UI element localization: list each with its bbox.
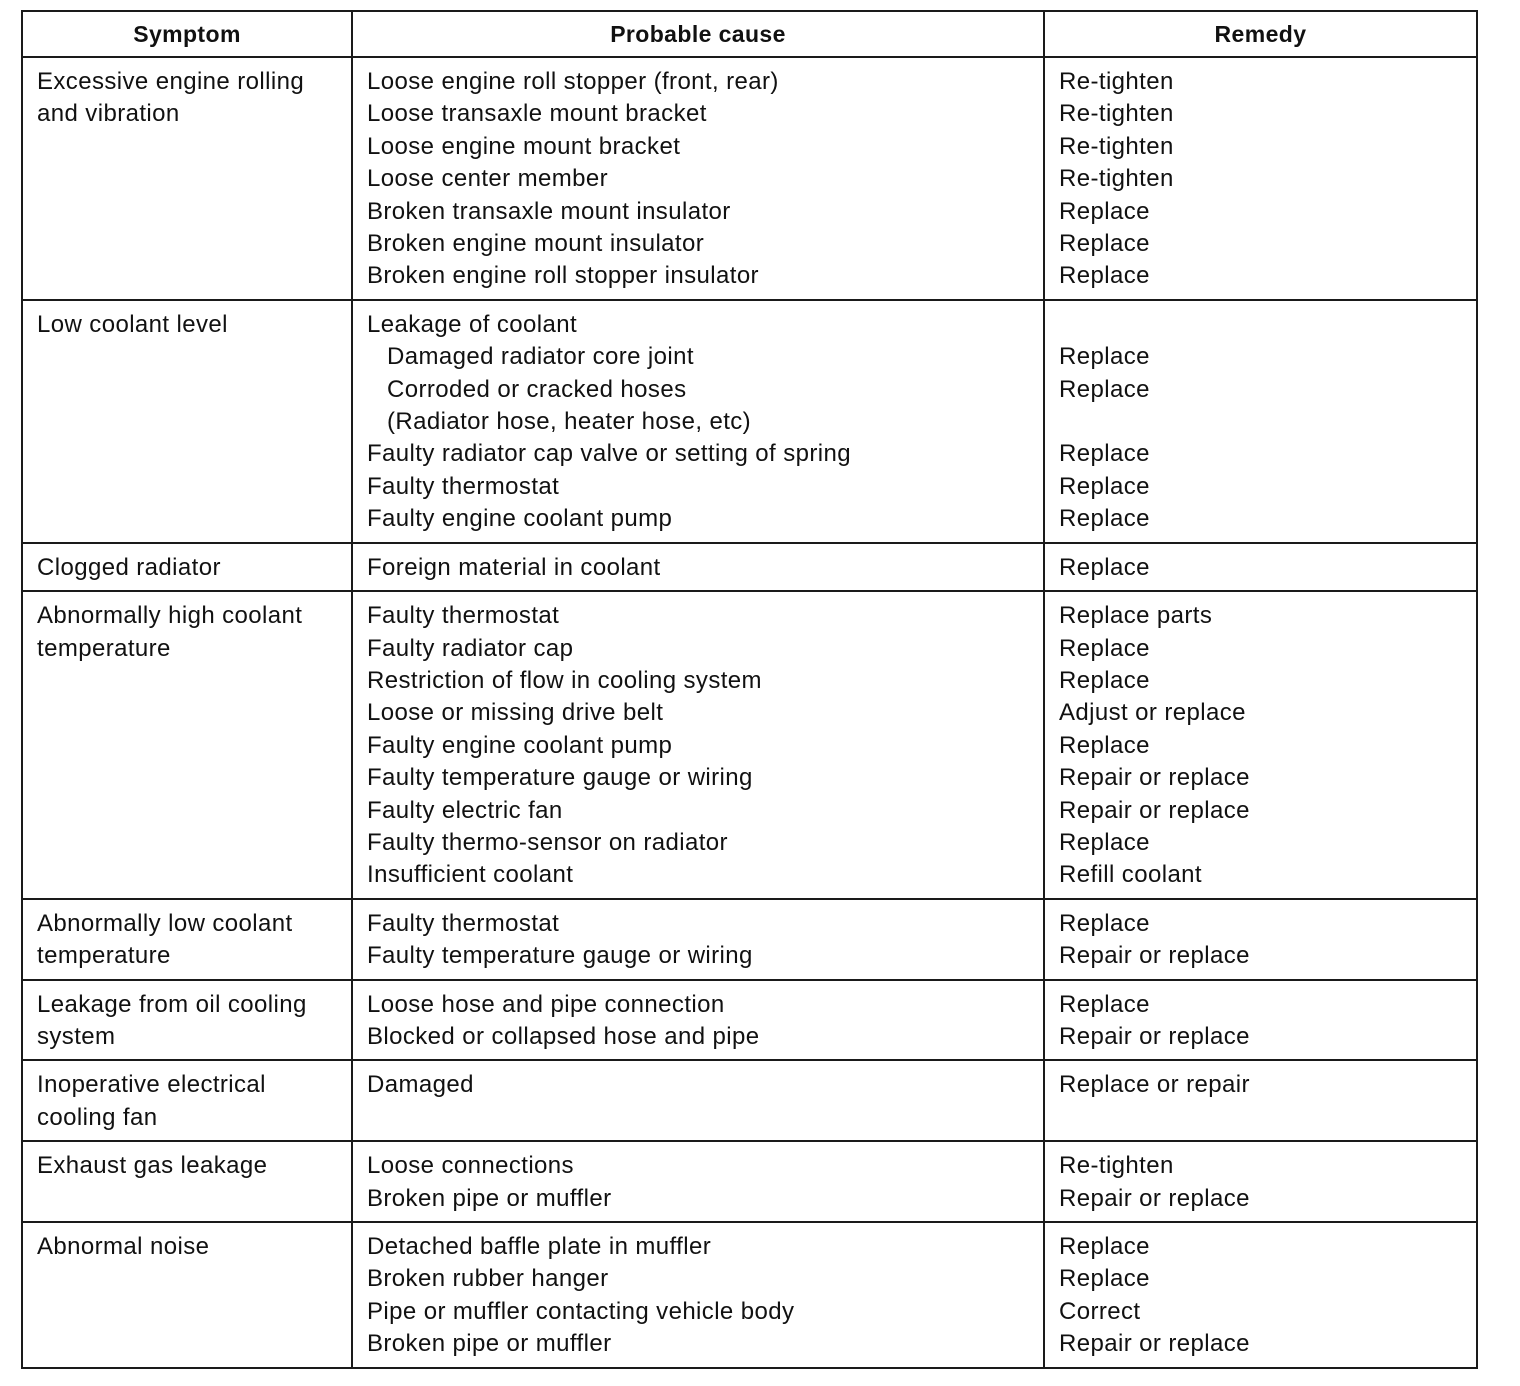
cause-line: Loose transaxle mount bracket xyxy=(367,100,707,128)
symptom-text: Excessive engine rolling and vibration xyxy=(37,68,305,128)
symptom-text: Inoperative electrical cooling fan xyxy=(37,1071,266,1131)
cause-line: Loose hose and pipe connection xyxy=(367,990,725,1018)
cause-line: Faulty thermostat xyxy=(367,602,560,630)
cause-line: Loose engine roll stopper (front, rear) xyxy=(367,68,779,95)
cause-line: Faulty radiator cap valve or setting of spring xyxy=(367,440,851,468)
symptom-text: Abnormal noise xyxy=(37,1233,210,1260)
cause-line: Damaged xyxy=(367,1071,474,1099)
troubleshooting-table xyxy=(21,10,1478,1369)
remedy-line: Replace xyxy=(1059,553,1150,581)
remedy-cell xyxy=(1044,1060,1477,1141)
remedy-cell xyxy=(1044,1141,1477,1222)
probable-cause-cell xyxy=(352,543,1044,591)
cause-line: Pipe or muffler contacting vehicle body xyxy=(367,1297,795,1325)
remedy-line xyxy=(1059,406,1468,438)
cause-line: Broken pipe or muffler xyxy=(367,1330,612,1358)
cause-line: Detached baffle plate in muffler xyxy=(367,1233,712,1260)
symptom-cell xyxy=(22,1060,352,1141)
remedy-line: Replace xyxy=(1059,505,1150,533)
cause-line: (Radiator hose, heater hose, etc) xyxy=(387,408,752,436)
cause-line: Broken rubber hanger xyxy=(367,1265,609,1293)
remedy-line: Replace xyxy=(1059,262,1150,290)
symptom-cell xyxy=(22,300,352,543)
cause-line: Loose or missing drive belt xyxy=(367,699,664,727)
remedy-line: Refill coolant xyxy=(1059,861,1203,889)
cause-line: Loose center member xyxy=(367,165,609,193)
table-row xyxy=(22,1222,1477,1368)
remedy-line: Replace xyxy=(1059,909,1150,937)
cause-line: Corroded or cracked hoses xyxy=(387,375,687,403)
cause-line: Faulty engine coolant pump xyxy=(367,731,673,759)
remedy-line: Repair or replace xyxy=(1059,1184,1250,1212)
remedy-cell xyxy=(1044,57,1477,300)
symptom-cell xyxy=(22,543,352,591)
header-probable-cause: Probable cause xyxy=(352,11,1044,57)
remedy-line: Replace xyxy=(1059,343,1150,371)
table-row xyxy=(22,1060,1477,1141)
remedy-line: Repair or replace xyxy=(1059,942,1250,970)
cause-line: Blocked or collapsed hose and pipe xyxy=(367,1022,760,1050)
cause-line: Broken engine mount insulator xyxy=(367,230,705,258)
table-body xyxy=(22,57,1477,1368)
cause-line: Foreign material in coolant xyxy=(367,553,661,581)
cause-line: Faulty radiator cap xyxy=(367,634,574,662)
remedy-line: Replace xyxy=(1059,990,1150,1018)
remedy-line: Replace or repair xyxy=(1059,1071,1250,1099)
remedy-line: Replace xyxy=(1059,634,1150,662)
table-row xyxy=(22,899,1477,980)
table-row xyxy=(22,57,1477,300)
cause-line: Faulty thermo-sensor on radiator xyxy=(367,828,728,856)
cause-line: Insufficient coolant xyxy=(367,861,574,889)
remedy-line: Replace xyxy=(1059,1233,1150,1260)
remedy-line: Repair or replace xyxy=(1059,1330,1250,1358)
table-row xyxy=(22,980,1477,1061)
remedy-line: Replace parts xyxy=(1059,602,1213,630)
cause-line: Faulty temperature gauge or wiring xyxy=(367,764,753,792)
table-row xyxy=(22,591,1477,899)
probable-cause-cell xyxy=(352,591,1044,899)
remedy-cell xyxy=(1044,1222,1477,1368)
remedy-line: Replace xyxy=(1059,440,1150,468)
remedy-line: Re-tighten xyxy=(1059,100,1174,128)
remedy-line: Re-tighten xyxy=(1059,132,1174,160)
remedy-line xyxy=(1059,309,1468,341)
remedy-line: Replace xyxy=(1059,1265,1150,1293)
probable-cause-cell xyxy=(352,1141,1044,1222)
cause-line: Faulty thermostat xyxy=(367,472,560,500)
header-symptom: Symptom xyxy=(22,11,352,57)
cause-line: Faulty electric fan xyxy=(367,796,563,824)
header-remedy: Remedy xyxy=(1044,11,1477,57)
remedy-cell xyxy=(1044,300,1477,543)
cause-line: Loose connections xyxy=(367,1152,574,1180)
probable-cause-cell xyxy=(352,300,1044,543)
cause-line: Leakage of coolant xyxy=(367,310,578,338)
symptom-cell xyxy=(22,57,352,300)
probable-cause-cell xyxy=(352,57,1044,300)
cause-line: Broken transaxle mount insulator xyxy=(367,197,731,225)
remedy-line: Correct xyxy=(1059,1297,1141,1325)
symptom-cell xyxy=(22,1141,352,1222)
probable-cause-cell xyxy=(352,1222,1044,1368)
table-row xyxy=(22,543,1477,591)
cause-line: Broken engine roll stopper insulator xyxy=(367,262,759,290)
remedy-line: Re-tighten xyxy=(1059,165,1174,193)
symptom-text: Abnormally low coolant temperature xyxy=(37,909,293,970)
symptom-cell xyxy=(22,591,352,899)
cause-line: Faulty temperature gauge or wiring xyxy=(367,942,753,970)
cause-line: Faulty thermostat xyxy=(367,909,560,937)
symptom-text: Low coolant level xyxy=(37,310,228,338)
symptom-cell xyxy=(22,1222,352,1368)
probable-cause-cell xyxy=(352,980,1044,1061)
remedy-line: Replace xyxy=(1059,472,1150,500)
remedy-line: Repair or replace xyxy=(1059,764,1250,792)
remedy-line: Replace xyxy=(1059,197,1150,225)
remedy-line: Repair or replace xyxy=(1059,1022,1250,1050)
symptom-cell xyxy=(22,980,352,1061)
header-row xyxy=(22,11,1477,57)
remedy-line: Repair or replace xyxy=(1059,796,1250,824)
cause-line: Broken pipe or muffler xyxy=(367,1184,612,1212)
remedy-line: Adjust or replace xyxy=(1059,699,1246,727)
probable-cause-cell xyxy=(352,1060,1044,1141)
probable-cause-cell xyxy=(352,899,1044,980)
cause-line: Restriction of flow in cooling system xyxy=(367,666,762,694)
cause-line: Faulty engine coolant pump xyxy=(367,505,673,533)
remedy-cell xyxy=(1044,543,1477,591)
remedy-line: Replace xyxy=(1059,828,1150,856)
remedy-line: Replace xyxy=(1059,666,1150,694)
cause-line: Damaged radiator core joint xyxy=(387,343,694,371)
remedy-line: Replace xyxy=(1059,230,1150,258)
remedy-line: Re-tighten xyxy=(1059,68,1174,95)
remedy-line: Replace xyxy=(1059,731,1150,759)
remedy-line: Replace xyxy=(1059,375,1150,403)
remedy-cell xyxy=(1044,899,1477,980)
symptom-text: Leakage from oil cooling system xyxy=(37,990,307,1050)
cause-line: Loose engine mount bracket xyxy=(367,132,681,160)
table-row xyxy=(22,300,1477,543)
symptom-text: Exhaust gas leakage xyxy=(37,1152,268,1180)
remedy-cell xyxy=(1044,980,1477,1061)
remedy-line: Re-tighten xyxy=(1059,1152,1174,1180)
symptom-text: Clogged radiator xyxy=(37,553,221,581)
symptom-text: Abnormally high coolant temperature xyxy=(37,602,303,662)
remedy-cell xyxy=(1044,591,1477,899)
table-row xyxy=(22,1141,1477,1222)
symptom-cell xyxy=(22,899,352,980)
